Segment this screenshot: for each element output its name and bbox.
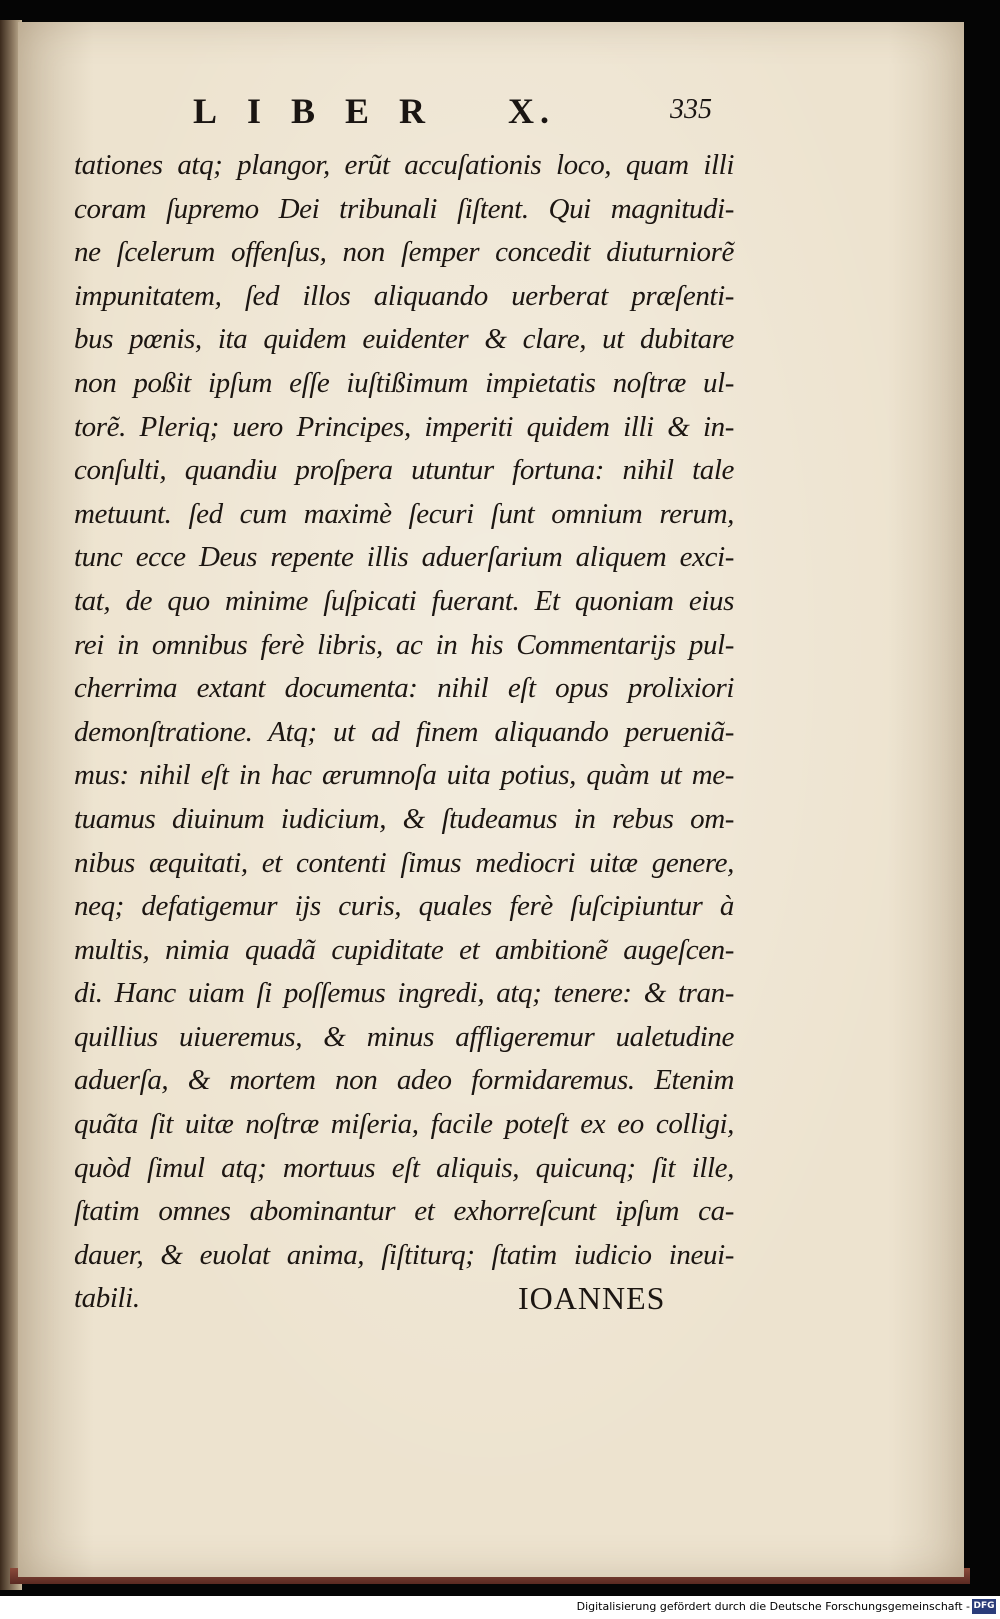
text-line: tationes atq; plangor, erũt accuſationis loco, quam illi xyxy=(74,149,734,181)
text-line: aduerſa, & mortem non adeo formidaremus. Etenim xyxy=(74,1064,734,1097)
text-line: ſtatim omnes abominantur et exhorreſcunt ipſum ca- xyxy=(74,1195,734,1228)
text-line: metuunt. ſed cum maximè ſecuri ſunt omnium rerum, xyxy=(74,497,734,530)
text-line: mus: nihil eſt in hac ærumnoſa uita potius, quàm ut me- xyxy=(74,759,734,792)
text-line: rei in omnibus ferè libris, ac in his Commentarijs pul- xyxy=(74,628,734,661)
running-head xyxy=(18,90,964,140)
text-line: conſulti, quandiu proſpera utuntur fortuna: nihil tale xyxy=(74,454,734,487)
running-head-book-number: X. xyxy=(508,91,555,131)
text-line: tuamus diuinum iudicium, & ſtudeamus in rebus om- xyxy=(74,802,734,835)
text-line: impunitatem, ſed illos aliquando uerberat præſenti- xyxy=(74,279,734,312)
dfg-logo-icon: DFG xyxy=(972,1599,996,1614)
book-page xyxy=(18,22,964,1577)
text-line: tunc ecce Deus repente illis aduerſarium aliquem exci- xyxy=(74,541,734,574)
text-line: neq; defatigemur ijs curis, quales ferè ſuſcipiuntur à xyxy=(74,890,734,923)
text-line: quòd ſimul atq; mortuus eſt aliquis, quicunq; ſit ille, xyxy=(74,1151,734,1184)
text-line: di. Hanc uiam ſi poſſemus ingredi, atq; tenere: & tran- xyxy=(74,977,734,1010)
text-line: non poßit ipſum eſſe iuſtißimum impietatis noſtræ ul- xyxy=(74,366,734,399)
text-line: bus pœnis, ita quidem euidenter & clare, ut dubitare xyxy=(74,323,734,356)
digitization-footer xyxy=(0,1596,1000,1619)
running-head-title: LIBER xyxy=(193,91,456,131)
text-line: torẽ. Pleriq; uero Principes, imperiti quidem illi & in- xyxy=(74,410,734,443)
text-line: ne ſcelerum offenſus, non ſemper concedit diuturniorẽ xyxy=(74,236,734,269)
page-number: 335 xyxy=(670,94,712,125)
text-line: tabili. xyxy=(74,1282,140,1315)
text-line: demonſtratione. Atq; ut ad finem aliquando perueniã- xyxy=(74,715,734,748)
text-line: quãta ſit uitæ noſtræ miſeria, facile poteſt ex eo colligi, xyxy=(74,1108,734,1141)
text-line: nibus æquitati, et contenti ſimus mediocri uitæ genere, xyxy=(74,846,734,879)
text-line: tat, de quo minime ſuſpicati fuerant. Et quoniam eius xyxy=(74,584,734,617)
body-text xyxy=(74,144,734,1321)
text-line: cherrima extant documenta: nihil eſt opus prolixiori xyxy=(74,672,734,705)
text-line: quillius uiueremus, & minus affligeremur ualetudine xyxy=(74,1020,734,1053)
text-line: coram ſupremo Dei tribunali ſiſtent. Qui magnitudi- xyxy=(74,192,734,225)
catchword: IOANNES xyxy=(518,1280,666,1316)
text-line: multis, nimia quadã cupiditate et ambitionẽ augeſcen- xyxy=(74,933,734,966)
footer-credit: Digitalisierung gefördert durch die Deutsche Forschungsgemeinschaft - xyxy=(576,1600,970,1613)
text-line: dauer, & euolat anima, ſiſtiturq; ſtatim iudicio ineui- xyxy=(74,1238,734,1271)
